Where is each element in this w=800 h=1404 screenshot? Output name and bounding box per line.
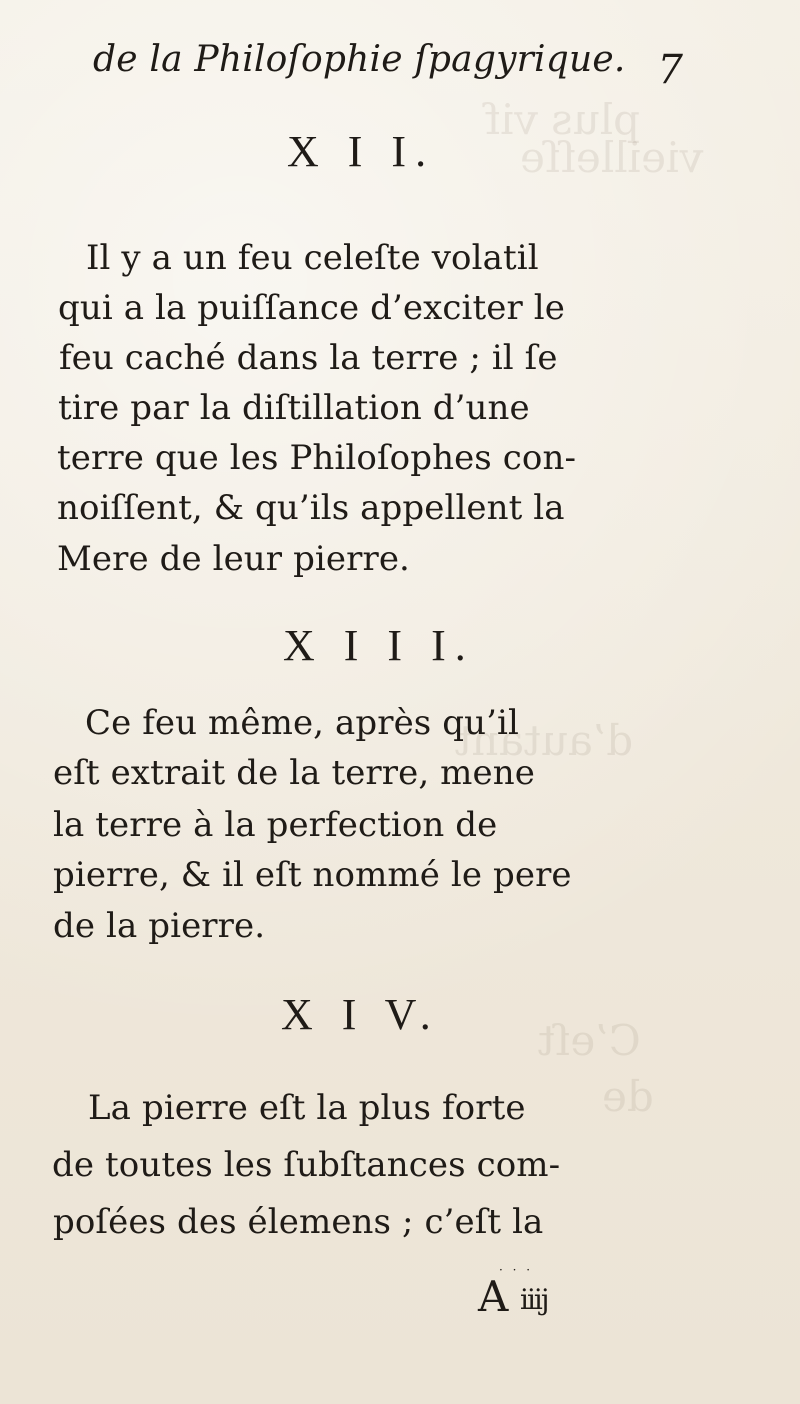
section-12-line-7: Mere de leur pierre. (57, 539, 410, 579)
section-14-line-1: La pierre eſt la plus forte (88, 1088, 526, 1128)
page-number: 7 (657, 47, 683, 93)
section-12-line-3: feu caché dans la terre ; il ſe (59, 338, 558, 378)
section-heading-12: X I I. (287, 127, 436, 176)
section-13-line-4: pierre, & il eſt nommé le pere (53, 855, 572, 895)
section-14-line-3: poſées des élemens ; c’eſt la (53, 1202, 544, 1242)
signature-letter: A (478, 1272, 509, 1321)
running-title: de la Philoſophie ſpagyrique. (93, 39, 626, 80)
section-13-line-2: eſt extrait de la terre, mene (53, 753, 535, 793)
ornament-dots: · · · (499, 1263, 534, 1277)
section-13-line-3: la terre à la perfection de (53, 805, 498, 845)
section-13-line-5: de la pierre. (53, 906, 266, 946)
section-12-line-4: tire par la diſtillation d’une (58, 388, 530, 428)
running-head (93, 39, 683, 98)
signature-mark (478, 1263, 552, 1326)
section-12-line-6: noiſſent, & qu’ils appellent la (57, 488, 565, 528)
section-12-line-2: qui a la puiſſance d’exciter le (58, 288, 565, 328)
section-13-line-1: Ce feu même, après qu’il (85, 703, 519, 743)
section-heading-14: X I V. (281, 990, 440, 1039)
section-14-line-2: de toutes les ſubſtances com- (52, 1145, 561, 1185)
show-through-text: plus vif vieilleſſe d’autant C’eſt de (455, 95, 704, 1121)
section-heading-13: X I I I. (283, 621, 475, 670)
section-12-line-1: Il y a un feu celeſte volatil (86, 238, 539, 278)
section-12-line-5: terre que les Philoſophes con- (57, 438, 577, 478)
signature-numeral: iiij (520, 1283, 548, 1316)
